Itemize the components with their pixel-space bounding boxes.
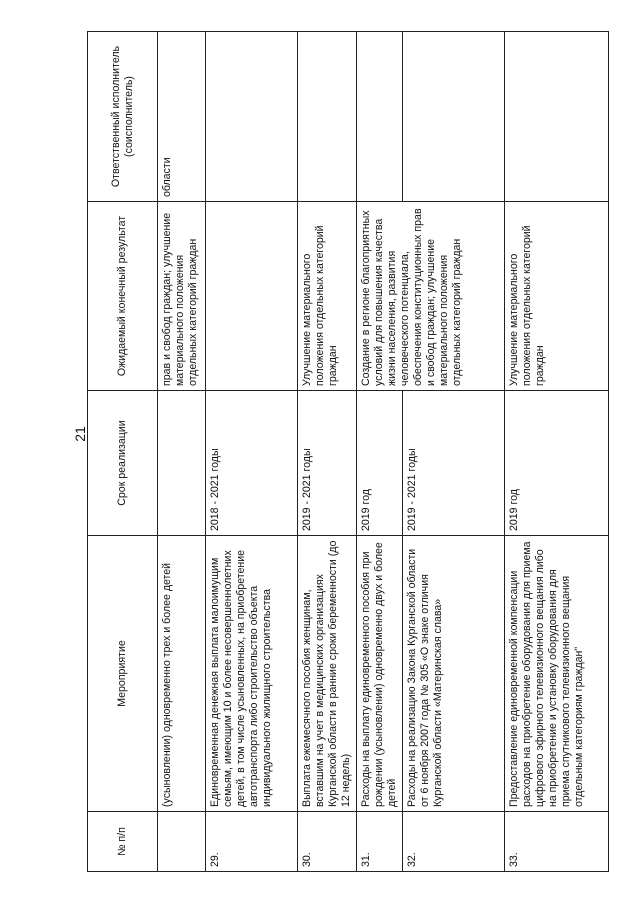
cell-term: 2018 - 2021 годы <box>206 391 298 536</box>
activities-table <box>87 31 609 872</box>
cell-term: 2019 - 2021 годы <box>403 391 505 536</box>
header-result: Ожидаемый конечный результат <box>88 202 158 391</box>
table-row <box>206 32 298 872</box>
cell-num: 29. <box>206 812 298 872</box>
cell-term: 2019 год <box>505 391 609 536</box>
table-row <box>357 32 403 872</box>
cell-activity: Расходы на выплату единовременного пособия при рождении (усыновлении) одновременно двух и более детей <box>357 536 403 812</box>
cell-activity: Расходы на реализацию Закона Курганской области от 6 ноября 2007 года № 305 «О знаке отличия Курганской области «Материнская слава» <box>403 536 505 812</box>
cell-responsible <box>403 32 505 202</box>
table-header-row <box>88 32 158 872</box>
cell-result: прав и свобод граждан; улучшение материального положения отдельных категорий граждан <box>158 202 206 391</box>
cell-num: 33. <box>505 812 609 872</box>
cell-term: 2019 год <box>357 391 403 536</box>
cell-responsible <box>357 32 403 202</box>
table-row-continuation <box>158 32 206 872</box>
cell-responsible <box>206 32 298 202</box>
cell-result: Улучшение материального положения отдельных категорий граждан <box>298 202 357 391</box>
table-row <box>505 32 609 872</box>
cell-activity: Предоставление единовременной компенсации расходов на приобретение оборудования для приема цифрового эфирного телевизионного вещания либо на приобретение и установку оборудования для приема спутникового телевизионного вещания отдельным категориям граждан" <box>505 536 609 812</box>
cell-num: 30. <box>298 812 357 872</box>
header-activity: Мероприятие <box>88 536 158 812</box>
table-rotated-container <box>87 32 607 872</box>
header-responsible: Ответственный исполнитель (соисполнитель) <box>88 32 158 202</box>
cell-num: 32. <box>403 812 505 872</box>
cell-responsible: области <box>158 32 206 202</box>
cell-result: Создание в регионе благоприятных условий для повышения качества жизни населения, развития человеческого потенциала, обеспечения конституционных прав и свобод граждан; улучшение материального положения отдельных категорий граждан <box>357 202 505 391</box>
header-num: № п/п <box>88 812 158 872</box>
cell-num: 31. <box>357 812 403 872</box>
cell-term: 2019 - 2021 годы <box>298 391 357 536</box>
header-term: Срок реализации <box>88 391 158 536</box>
cell-num <box>158 812 206 872</box>
cell-result: Улучшение материального положения отдельных категорий граждан <box>505 202 609 391</box>
cell-activity: Единовременная денежная выплата малоимущим семьям, имеющим 10 и более несовершеннолетних детей, в том числе усыновленных, на приобретение автотранспорта либо строительство объекта индивидуального жилищного строительства <box>206 536 298 812</box>
cell-activity: Выплата ежемесячного пособия женщинам, вставшим на учет в медицинских организациях Курганской области в ранние сроки беременности (до 12 недель) <box>298 536 357 812</box>
table-row <box>403 32 505 872</box>
cell-result <box>206 202 298 391</box>
cell-term <box>158 391 206 536</box>
cell-responsible <box>505 32 609 202</box>
table-row <box>298 32 357 872</box>
cell-activity: (усыновлении) одновременно трех и более детей <box>158 536 206 812</box>
cell-responsible <box>298 32 357 202</box>
page-number: 21 <box>72 426 88 442</box>
